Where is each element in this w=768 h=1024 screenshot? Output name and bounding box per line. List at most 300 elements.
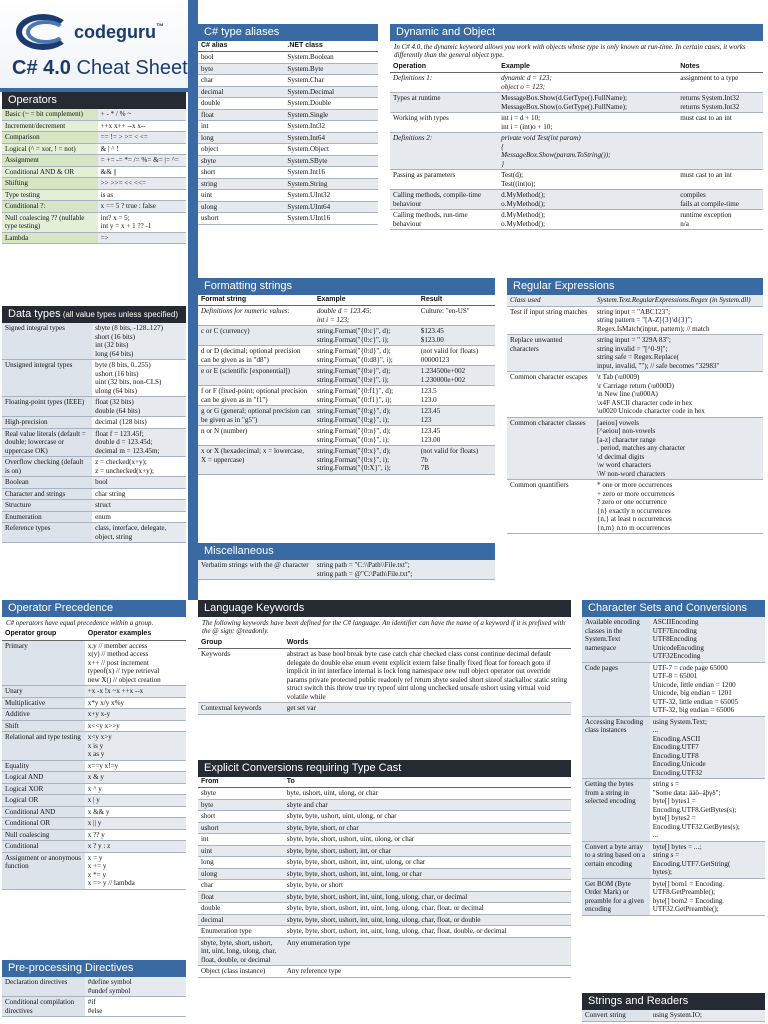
formatting-col-header: Format string: [198, 295, 314, 306]
dynamic-row: [390, 93, 763, 113]
types-row: [198, 121, 378, 133]
datatypes-cell: enum: [92, 511, 186, 523]
conversions-row: [198, 880, 571, 892]
dynamic-cell: assignment to a type: [677, 73, 763, 93]
dynamic-cell: Definitions 2:: [390, 133, 498, 170]
datatypes-cell: Enumeration: [2, 511, 92, 523]
keywords-row: [198, 703, 571, 715]
dynamic-cell: dynamic d = 123; object o = 123;: [498, 73, 677, 93]
datatypes-cell: Structure: [2, 500, 92, 512]
datatypes-cell: Floating-point types (IEEE): [2, 397, 92, 417]
charsets-row: [582, 878, 765, 915]
types-cell: sbyte: [198, 155, 284, 167]
conversions-row: [198, 845, 571, 857]
datatypes-cell: float (32 bits) double (64 bits): [92, 397, 186, 417]
misc-table: [198, 560, 495, 580]
formatting-cell: double d = 123.45; int i = 123;: [314, 306, 418, 326]
conversions-section: [198, 760, 571, 978]
types-cell: System.Int16: [284, 167, 378, 179]
precedence-row: [2, 829, 186, 841]
types-cell: System.Object: [284, 144, 378, 156]
formatting-row: [198, 326, 495, 346]
charsets-table: [582, 617, 765, 916]
formatting-cell: string.Format("{0:x}", d); string.Format("{0:x}", i); string.Format("{0:X}", i);: [314, 446, 418, 475]
formatting-cell: Definitions for numeric values:: [198, 306, 314, 326]
operators-cell: & | ^ !: [98, 143, 186, 155]
precedence-row: [2, 686, 186, 698]
formatting-row: [198, 306, 495, 326]
regex-row: [507, 372, 763, 418]
datatypes-cell: Overflow checking (default is on): [2, 457, 92, 477]
regex-row: [507, 295, 763, 306]
precedence-cell: Conditional OR: [2, 818, 85, 830]
datatypes-cell: z = checked(x+y); z = unchecked(x+y);: [92, 457, 186, 477]
dynamic-cell: returns System.Int32 returns System.Int32: [677, 93, 763, 113]
preproc-cell: Conditional compilation directives: [2, 997, 85, 1017]
precedence-header: [2, 600, 186, 617]
charsets-header: [582, 600, 765, 617]
dynamic-cell: d.MyMethod(); o.MyMethod();: [498, 190, 677, 210]
datatypes-cell: Signed integral types: [2, 323, 92, 360]
formatting-cell: 1.234500e+002 1.230000e+002: [418, 366, 495, 386]
operators-title: Operators: [8, 94, 57, 106]
formatting-cell: Culture: "en-US": [418, 306, 495, 326]
precedence-section: [2, 600, 186, 890]
operators-cell: = += -= *= /= %= &= |= ^=: [98, 155, 186, 167]
types-cell: System.Boolean: [284, 52, 378, 64]
regex-cell: System.Text.RegularExpressions.Regex (in System.dll): [594, 295, 763, 306]
types-cell: System.UInt32: [284, 190, 378, 202]
datatypes-row: [2, 323, 186, 360]
keywords-section: [198, 600, 571, 715]
operators-row: [2, 189, 186, 201]
conversions-cell: sbyte, byte, short, or char: [284, 822, 571, 834]
dynamic-cell: private void Test(int param) { MessageBox.Show(param.ToString()); }: [498, 133, 677, 170]
regex-cell: Common quantifiers: [507, 480, 594, 534]
conversions-cell: sbyte, byte, short, ushort, int, uint, long, or char: [284, 868, 571, 880]
operators-cell: Increment/decrement: [2, 120, 98, 132]
precedence-cell: x<<y x>>y: [85, 720, 186, 732]
precedence-row: [2, 640, 186, 686]
types-row: [198, 132, 378, 144]
types-row: [198, 63, 378, 75]
dynamic-cell: Definitions 1:: [390, 73, 498, 93]
conversions-row: [198, 937, 571, 966]
dynamic-cell: d.MyMethod(); o.MyMethod();: [498, 210, 677, 230]
datatypes-row: [2, 417, 186, 429]
regex-row: [507, 335, 763, 372]
datatypes-cell: decimal (128 bits): [92, 417, 186, 429]
formatting-cell: string.Format("{0:e}", d); string.Format("{0:e}", i);: [314, 366, 418, 386]
dynamic-cell: Test(d); Test((int)o);: [498, 170, 677, 190]
precedence-row: [2, 772, 186, 784]
dynamic-row: [390, 190, 763, 210]
operators-header: [2, 92, 186, 109]
conversions-col-header: To: [284, 777, 571, 788]
types-cell: bool: [198, 52, 284, 64]
dynamic-row: [390, 170, 763, 190]
precedence-cell: x ^ y: [85, 783, 186, 795]
operators-cell: Conditional AND & OR: [2, 166, 98, 178]
operators-row: [2, 232, 186, 244]
precedence-cell: +x -x !x ~x ++x --x: [85, 686, 186, 698]
regex-cell: Common character classes: [507, 417, 594, 480]
formatting-header: [198, 278, 495, 295]
conversions-col-header: From: [198, 777, 284, 788]
dynamic-cell: Calling methods, run-time behaviour: [390, 210, 498, 230]
misc-row: [198, 560, 495, 580]
charsets-cell: byte[] bytes = ...; string s = Encoding.UTF7.GetString( bytes);: [650, 841, 765, 878]
keywords-cell: Contextual keywords: [198, 703, 284, 715]
conversions-row: [198, 891, 571, 903]
formatting-cell: 123.45 123: [418, 406, 495, 426]
precedence-cell: Logical XOR: [2, 783, 85, 795]
precedence-row: [2, 852, 186, 889]
formatting-cell: string.Format("{0:n}", d); string.Format("{0:n}", i);: [314, 426, 418, 446]
types-row: [198, 190, 378, 202]
conversions-cell: short: [198, 811, 284, 823]
misc-section: [198, 543, 495, 580]
types-cell: System.Double: [284, 98, 378, 110]
dynamic-cell: int i = d + 10; int i = (int)o + 10;: [498, 113, 677, 133]
operators-cell: Logical (^ = xor, ! = not): [2, 143, 98, 155]
conversions-cell: sbyte: [198, 788, 284, 800]
keywords-col-header: Words: [284, 638, 571, 649]
keywords-title: Language Keywords: [204, 602, 305, 614]
types-cell: float: [198, 109, 284, 121]
dynamic-row: [390, 73, 763, 93]
datatypes-cell: class, interface, delegate, object, string: [92, 523, 186, 543]
types-cell: short: [198, 167, 284, 179]
precedence-cell: x==y x!=y: [85, 760, 186, 772]
precedence-cell: x & y: [85, 772, 186, 784]
keywords-intro: The following keywords have been defined for the C# language. An identifier can have the name of a keyword if it is prefixed with the @ sign: @readonly.: [202, 619, 566, 636]
dynamic-intro: In C# 4.0, the dynamic keyword allows you work with objects whose type is only known at run-time. In certain cases, it works differently than the general object type.: [394, 43, 746, 60]
preproc-title: Pre-processing Directives: [8, 962, 134, 974]
operators-cell: Null coalescing ?? (nullable type testing): [2, 212, 98, 232]
dynamic-header-row: [390, 62, 763, 73]
precedence-cell: x ?? y: [85, 829, 186, 841]
types-cell: System.UInt16: [284, 213, 378, 225]
formatting-cell: string.Format("{0:c}", d); string.Format("{0:c}", i);: [314, 326, 418, 346]
formatting-col-header: Example: [314, 295, 418, 306]
charsets-cell: string s = "Some data: äáö–áþγδ"; byte[] bytes1 = Encoding.UTF8.GetBytes(s); byte[] bytes2 = Encoding.UTF32.GetBytes(s); ...: [650, 779, 765, 842]
formatting-cell: x or X (hexadecimal; x = lowercase, X = uppercase): [198, 446, 314, 475]
precedence-row: [2, 783, 186, 795]
keywords-header: [198, 600, 571, 617]
preproc-cell: Declaration directives: [2, 977, 85, 997]
dynamic-object-section: [390, 24, 763, 230]
formatting-cell: string.Format("{0:g}", d); string.Format("{0:g}", i);: [314, 406, 418, 426]
types-row: [198, 201, 378, 213]
preproc-row: [2, 977, 186, 997]
formatting-cell: (not valid for floats) 00000123: [418, 346, 495, 366]
conversions-cell: int: [198, 834, 284, 846]
types-cell: System.UInt64: [284, 201, 378, 213]
operators-cell: + - * / % ~: [98, 109, 186, 120]
types-cell: uint: [198, 190, 284, 202]
types-row: [198, 213, 378, 225]
types-cell: string: [198, 178, 284, 190]
types-title: C# type aliases: [204, 26, 280, 38]
strings-cell: Convert string: [582, 1010, 650, 1021]
dynamic-col-header: Notes: [677, 62, 763, 73]
charsets-cell: using System.Text; ... Encoding.ASCII Encoding.UTF7 Encoding.UTF8 Encoding.Unicode Encoding.UTF32: [650, 716, 765, 779]
precedence-cell: Unary: [2, 686, 85, 698]
regex-cell: [aeiou] vowels [^aeiou] non-vowels [a-z] character range . period, matches any character \d decimal digits \w word characters \W non-word characters: [594, 417, 763, 480]
conversions-cell: Any reference type: [284, 966, 571, 978]
formatting-table: [198, 295, 495, 475]
regex-cell: \t Tab (\u0009) \r Carriage return (\u000D) \n New line (\u000A) \x4F ASCII character code in hex \u0020 Unicode character code in hex: [594, 372, 763, 418]
operators-row: [2, 143, 186, 155]
precedence-row: [2, 795, 186, 807]
misc-cell: Verbatim strings with the @ character: [198, 560, 314, 580]
conversions-cell: byte: [198, 799, 284, 811]
misc-cell: string path = "C:\\Path\\File.txt"; string path = @"C:\Path\File.txt";: [314, 560, 495, 580]
conversions-row: [198, 868, 571, 880]
charsets-section: [582, 600, 765, 916]
formatting-cell: string.Format("{0:f1}", d); string.Format("{0:f1}", i);: [314, 386, 418, 406]
types-cell: ushort: [198, 213, 284, 225]
types-cell: double: [198, 98, 284, 110]
formatting-row: [198, 446, 495, 475]
precedence-col-header: Operator group: [2, 629, 85, 640]
operators-row: [2, 155, 186, 167]
dynamic-header: [390, 24, 763, 41]
datatypes-row: [2, 477, 186, 489]
operators-row: [2, 120, 186, 132]
preprocessing-section: [2, 960, 186, 1017]
precedence-row: [2, 806, 186, 818]
dynamic-cell: Calling methods, compile-time behaviour: [390, 190, 498, 210]
regex-cell: Class used: [507, 295, 594, 306]
types-col-header: C# alias: [198, 41, 284, 52]
conversions-cell: sbyte, byte, short, ushort, int, uint, long, ulong, char, or decimal: [284, 891, 571, 903]
types-row: [198, 98, 378, 110]
types-row: [198, 167, 378, 179]
datatypes-cell: Reference types: [2, 523, 92, 543]
codeguru-logo-inner-icon: [26, 20, 66, 44]
operators-cell: >> >>= << <<=: [98, 178, 186, 190]
preproc-cell: #define symbol #undef symbol: [85, 977, 186, 997]
conversions-cell: sbyte, byte, short, ushort, int, uint, long, ulong, char, float, double, or decimal: [284, 926, 571, 938]
charsets-cell: ASCIIEncoding UTF7Encoding UTF8Encoding UnicodeEncoding UTF32Encoding: [650, 617, 765, 662]
regex-cell: string input = " 329A 83"; string invalid = "[^0-9]"; string safe = Regex.Replace( input, invalid, ""); // safe becomes "32983": [594, 335, 763, 372]
charsets-cell: byte[] bom1 = Encoding. UTF8.GetPreamble(); byte[] bom2 = Encoding. UTF32.GetPreamble();: [650, 878, 765, 915]
conversions-cell: ulong: [198, 868, 284, 880]
dynamic-col-header: Example: [498, 62, 677, 73]
charsets-cell: Convert a byte array to a string based on a certain encoding: [582, 841, 650, 878]
types-cell: ulong: [198, 201, 284, 213]
types-cell: System.Char: [284, 75, 378, 87]
formatting-cell: 123.5 123.0: [418, 386, 495, 406]
regex-row: [507, 306, 763, 335]
keywords-cell: Keywords: [198, 649, 284, 703]
brand-name: codeguru™: [74, 22, 165, 42]
datatypes-row: [2, 511, 186, 523]
types-cell: System.Single: [284, 109, 378, 121]
datatypes-cell: High-precision: [2, 417, 92, 429]
dynamic-table: [390, 62, 763, 230]
operators-cell: =>: [98, 232, 186, 244]
precedence-cell: x*y x/y x%y: [85, 697, 186, 709]
strings-row: [582, 1010, 765, 1021]
conversions-cell: sbyte, byte, short, ushort, int, or char: [284, 845, 571, 857]
sheet-title: C# 4.0 Cheat Sheet: [12, 57, 188, 79]
operators-section: [2, 92, 186, 244]
types-col-header: .NET class: [284, 41, 378, 52]
conversions-cell: sbyte, byte, short, ushort, int, uint, long, ulong, char, float, or decimal: [284, 903, 571, 915]
types-row: [198, 178, 378, 190]
regex-header: [507, 278, 763, 295]
precedence-row: [2, 760, 186, 772]
precedence-table: [2, 629, 186, 889]
datatypes-section: [2, 306, 186, 543]
operators-cell: && ||: [98, 166, 186, 178]
operators-cell: Assignment: [2, 155, 98, 167]
dynamic-row: [390, 113, 763, 133]
precedence-row: [2, 720, 186, 732]
datatypes-row: [2, 428, 186, 457]
types-table: [198, 41, 378, 225]
conversions-cell: long: [198, 857, 284, 869]
dynamic-cell: must cast to an int: [677, 170, 763, 190]
types-row: [198, 75, 378, 87]
dynamic-row: [390, 210, 763, 230]
precedence-cell: x && y: [85, 806, 186, 818]
charsets-cell: Code pages: [582, 662, 650, 716]
datatypes-row: [2, 500, 186, 512]
conversions-cell: double: [198, 903, 284, 915]
regex-cell: * one or more occurrences + zero or more occurrences ? zero or one occurrence {n} exactly n occurrences {n,} at least n occurrences {n,m} n to m occurrences: [594, 480, 763, 534]
precedence-cell: Multiplicative: [2, 697, 85, 709]
operators-cell: is as: [98, 189, 186, 201]
precedence-cell: Conditional AND: [2, 806, 85, 818]
formatting-section: [198, 278, 495, 475]
charsets-row: [582, 662, 765, 716]
operators-row: [2, 166, 186, 178]
formatting-cell: c or C (currency): [198, 326, 314, 346]
conversions-row: [198, 914, 571, 926]
keywords-table: [198, 638, 571, 715]
regex-cell: Replace unwanted characters: [507, 335, 594, 372]
conversions-cell: Enumeration type: [198, 926, 284, 938]
formatting-row: [198, 406, 495, 426]
strings-title: Strings and Readers: [588, 995, 689, 1007]
conversions-cell: sbyte, byte, short, ushort, int, uint, long, ulong, char, float, double, or decimal: [198, 937, 284, 966]
formatting-cell: d or D (decimal; optional precision can be given as in "d8"): [198, 346, 314, 366]
datatypes-cell: Unsigned integral types: [2, 360, 92, 397]
types-cell: char: [198, 75, 284, 87]
conversions-row: [198, 834, 571, 846]
formatting-cell: $123.45 $123.00: [418, 326, 495, 346]
conversions-cell: sbyte, byte, ushort, uint, ulong, or char: [284, 811, 571, 823]
operators-row: [2, 201, 186, 213]
charsets-row: [582, 716, 765, 779]
precedence-row: [2, 697, 186, 709]
datatypes-cell: bool: [92, 477, 186, 489]
charsets-cell: Accessing Encoding class instances: [582, 716, 650, 779]
precedence-cell: Assignment or anonymous function: [2, 852, 85, 889]
conversions-cell: uint: [198, 845, 284, 857]
keywords-cell: get set var: [284, 703, 571, 715]
operators-row: [2, 212, 186, 232]
precedence-cell: Logical OR: [2, 795, 85, 807]
precedence-cell: x+y x-y: [85, 709, 186, 721]
preproc-cell: #if #else: [85, 997, 186, 1017]
formatting-row: [198, 366, 495, 386]
types-row: [198, 144, 378, 156]
divider-bar: [188, 0, 198, 600]
conversions-cell: sbyte, byte, short, ushort, int, uint, long, ulong, char, float, or double: [284, 914, 571, 926]
precedence-cell: Null coalescing: [2, 829, 85, 841]
precedence-row: [2, 818, 186, 830]
dynamic-cell: Types at runtime: [390, 93, 498, 113]
types-cell: System.SByte: [284, 155, 378, 167]
charsets-cell: Get BOM (Byte Order Mark) or preamble for a given encoding: [582, 878, 650, 915]
operators-cell: Type testing: [2, 189, 98, 201]
precedence-header-row: [2, 629, 186, 640]
operators-row: [2, 178, 186, 190]
charsets-row: [582, 779, 765, 842]
datatypes-table: [2, 323, 186, 543]
preproc-table: [2, 977, 186, 1017]
conversions-cell: decimal: [198, 914, 284, 926]
dynamic-cell: runtime exception n/a: [677, 210, 763, 230]
types-row: [198, 109, 378, 121]
charsets-row: [582, 617, 765, 662]
regex-cell: Test if input string matches: [507, 306, 594, 335]
conversions-row: [198, 788, 571, 800]
regex-cell: Common character escapes: [507, 372, 594, 418]
regex-title: Regular Expressions: [513, 280, 615, 292]
types-header: [198, 24, 378, 41]
precedence-cell: x ? y : z: [85, 841, 186, 853]
keywords-cell: abstract as base bool break byte case catch char checked class const continue decimal default delegate do double else enum event explicit extern false finally fixed float for foreach goto if implicit in int interface internal is lock long namespace new null object operator out override params private protected public readonly ref return sbyte sealed short sizeof stackalloc static string struct switch this throw true try typeof uint ulong unchecked unsafe ushort using virtual void volatile while: [284, 649, 571, 703]
precedence-cell: Relational and type testing: [2, 732, 85, 761]
operators-table: [2, 109, 186, 244]
conversions-row: [198, 811, 571, 823]
types-cell: System.String: [284, 178, 378, 190]
types-cell: long: [198, 132, 284, 144]
dynamic-title: Dynamic and Object: [396, 26, 496, 38]
conversions-header: [198, 760, 571, 777]
formatting-header-row: [198, 295, 495, 306]
precedence-cell: x.y // member access x(y) // method access x++ // post increment typeof(x) // type retrieval new X() // object creation: [85, 640, 186, 686]
operators-cell: Basic (~ = bit complement): [2, 109, 98, 120]
types-cell: byte: [198, 63, 284, 75]
precedence-cell: Primary: [2, 640, 85, 686]
operators-cell: Shifting: [2, 178, 98, 190]
preproc-header: [2, 960, 186, 977]
conversions-header-row: [198, 777, 571, 788]
dynamic-cell: Working with types: [390, 113, 498, 133]
types-cell: object: [198, 144, 284, 156]
types-row: [198, 86, 378, 98]
conversions-row: [198, 822, 571, 834]
conversions-title: Explicit Conversions requiring Type Cast: [204, 762, 402, 774]
precedence-cell: Additive: [2, 709, 85, 721]
datatypes-header: [2, 306, 186, 323]
formatting-cell: n or N (number): [198, 426, 314, 446]
operators-cell: x == 5 ? true : false: [98, 201, 186, 213]
preproc-row: [2, 997, 186, 1017]
datatypes-cell: char string: [92, 488, 186, 500]
datatypes-subtitle: (all value types unless specified): [60, 310, 178, 319]
types-cell: System.Int32: [284, 121, 378, 133]
datatypes-cell: float f = 123.45f; double d = 123.45d; decimal m = 123.45m;: [92, 428, 186, 457]
precedence-cell: x<y x>y x is y x as y: [85, 732, 186, 761]
